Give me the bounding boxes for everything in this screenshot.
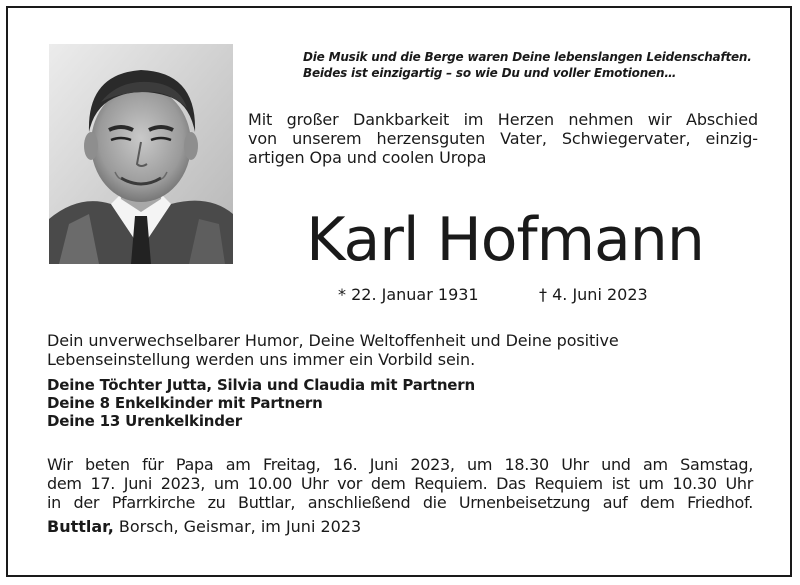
motto-line-1: Die Musik und die Berge waren Deine lebenslangen Leidenschaften. xyxy=(303,50,752,64)
motto-line-2: Beides ist einzigartig – so wie Du und voller Emotionen… xyxy=(303,66,677,80)
tribute-line-2: Lebenseinstellung werden uns immer ein Vorbild sein. xyxy=(47,350,476,369)
service-line-2: dem 17. Juni 2023, um 10.00 Uhr vor dem Requiem. Das Requiem ist um 10.30 Uhr xyxy=(47,474,753,493)
intro-line-3: artigen Opa und coolen Uropa xyxy=(248,148,487,167)
deceased-name: Karl Hofmann xyxy=(306,205,704,275)
service-line-3: in der Pfarrkirche zu Buttlar, anschließend die Urnenbeisetzung auf dem Friedhof. xyxy=(47,493,753,512)
tribute-text xyxy=(47,331,667,369)
intro-line-2: von unserem herzensguten Vater, Schwiegervater, einzig- xyxy=(248,129,758,148)
birth-date: * 22. Januar 1931 xyxy=(338,285,479,304)
tribute-line-1: Dein unverwechselbarer Humor, Deine Weltoffenheit und Deine positive xyxy=(47,331,619,350)
family-line-3: Deine 13 Urenkelkinder xyxy=(47,412,242,430)
intro-line-1: Mit großer Dankbarkeit im Herzen nehmen wir Abschied xyxy=(248,110,758,129)
service-text xyxy=(47,455,753,512)
intro-text xyxy=(248,110,758,167)
motto-text xyxy=(303,49,773,81)
service-line-1: Wir beten für Papa am Freitag, 16. Juni 2023, um 18.30 Uhr und am Samstag, xyxy=(47,455,753,474)
place-town: Buttlar, xyxy=(47,517,114,536)
family-list xyxy=(47,376,747,430)
portrait-photo xyxy=(49,44,233,264)
death-date: † 4. Juni 2023 xyxy=(539,285,648,304)
place-date-line xyxy=(47,517,361,537)
place-rest: Borsch, Geismar, im Juni 2023 xyxy=(113,517,362,536)
family-line-2: Deine 8 Enkelkinder mit Partnern xyxy=(47,394,323,412)
family-line-1: Deine Töchter Jutta, Silvia und Claudia mit Partnern xyxy=(47,376,475,394)
